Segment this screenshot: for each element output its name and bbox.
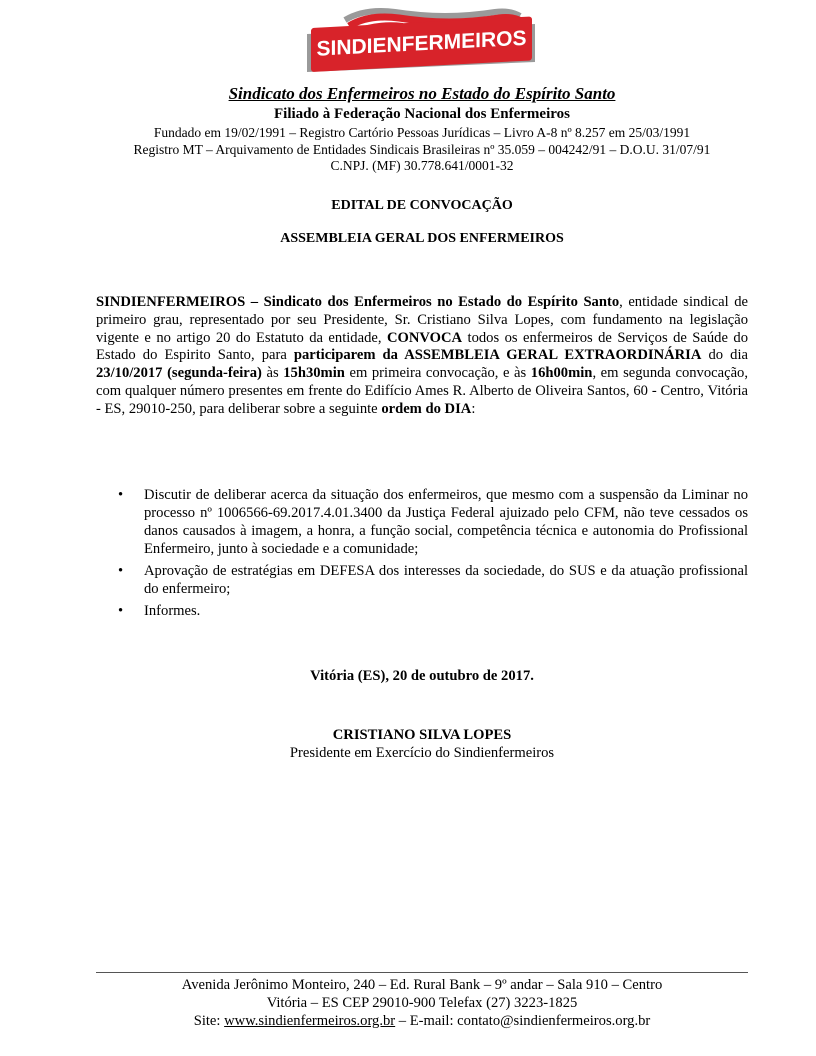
list-item xyxy=(96,562,748,598)
registration-line-2: Registro MT – Arquivamento de Entidades Sindicais Brasileiras nº 35.059 – 004242/91 – D.O.U. 31/07/91 xyxy=(133,142,711,157)
paragraph-text: em primeira convocação, e às xyxy=(344,365,531,382)
agenda-item-text: Discutir de deliberar acerca da situação dos enfermeiros, que mesmo com a suspensão da Liminar no processo nº 1006566-69.2017.4.01.3400 da Justiça Federal ajuizado pelo CFM, não teve cessados os danos causados à imagem, a honra, a função social, competência técnica e autonomia do Profissional Enfermeiro, junto à sociedade e a comunidade; xyxy=(144,487,748,557)
bullet-icon: • xyxy=(118,563,124,579)
cnpj-line: C.NPJ. (MF) 30.778.641/0001-32 xyxy=(330,158,514,173)
assembly-date: 23/10/2017 (segunda-feira) xyxy=(96,365,262,382)
paragraph-text: todos os enfermeiros de Serviços de Saúde do Estado do Espirito Santo, para xyxy=(96,329,748,364)
footer-address-2: Vitória – ES CEP 29010-900 Telefax (27) 3223-1825 xyxy=(266,995,578,1011)
signatory-name: CRISTIANO SILVA LOPES xyxy=(332,727,512,743)
site-label: Site: xyxy=(193,1013,225,1029)
affiliation-line: Filiado à Federação Nacional dos Enfermeiros xyxy=(274,106,570,122)
list-item xyxy=(96,602,748,620)
paragraph-text: , em segunda convocação, com qualquer número presentes em frente do Edifício Ames R. Alberto de Oliveira Santos, 60 - Centro, Vitória - ES, 29010-250, para deliberar sobre a seguinte xyxy=(96,365,748,417)
convocation-paragraph xyxy=(96,294,748,419)
paragraph-text: às xyxy=(261,365,284,382)
paragraph-text: , entidade sindical de primeiro grau, representado por seu Presidente, Sr. Cristiano Silva Lopes, com fundamento na legislação vigente e no artigo 20 do Estatuto da entidade, xyxy=(96,294,748,346)
logo-wordmark: SINDIENFERMEIROS xyxy=(311,16,532,72)
signatory-role: Presidente em Exercício do Sindienfermeiros xyxy=(289,745,555,761)
bullet-icon: • xyxy=(118,603,124,619)
assembly-name: participarem da ASSEMBLEIA GERAL EXTRAORDINÁRIA xyxy=(293,347,702,364)
document-subtitle: ASSEMBLEIA GERAL DOS ENFERMEIROS xyxy=(280,231,564,246)
registration-line-1: Fundado em 19/02/1991 – Registro Cartório Pessoas Jurídicas – Livro A-8 nº 8.257 em 25/03/1991 xyxy=(153,125,691,140)
convoca-keyword: CONVOCA xyxy=(386,329,463,346)
footer-divider xyxy=(96,972,748,973)
second-call-time: 16h00min xyxy=(530,365,593,382)
first-call-time: 15h30min xyxy=(283,365,345,382)
document-title: EDITAL DE CONVOCAÇÃO xyxy=(331,198,513,213)
list-item xyxy=(96,486,748,558)
footer-address-1: Avenida Jerônimo Monteiro, 240 – Ed. Rural Bank – 9º andar – Sala 910 – Centro xyxy=(181,977,663,993)
bullet-icon: • xyxy=(118,487,124,503)
agenda-item-text: Informes. xyxy=(144,603,201,619)
agenda-item-text: Aprovação de estratégias em DEFESA dos interesses da sociedade, do SUS e da atuação profissional do enfermeiro; xyxy=(144,563,748,597)
agenda-keyword: ordem do DIA xyxy=(381,400,472,417)
document-date: Vitória (ES), 20 de outubro de 2017. xyxy=(310,668,534,684)
email-text: – E-mail: contato@sindienfermeiros.org.br xyxy=(395,1013,651,1029)
org-reference: SINDIENFERMEIROS – Sindicato dos Enfermeiros no Estado do Espírito Santo xyxy=(96,294,620,310)
agenda-list xyxy=(96,486,748,624)
site-link[interactable]: www.sindienfermeiros.org.br xyxy=(224,1013,396,1029)
org-name: Sindicato dos Enfermeiros no Estado do Espírito Santo xyxy=(228,84,616,103)
paragraph-text: : xyxy=(471,400,476,417)
paragraph-text: do dia xyxy=(701,347,748,364)
footer-contact xyxy=(0,1013,816,1030)
